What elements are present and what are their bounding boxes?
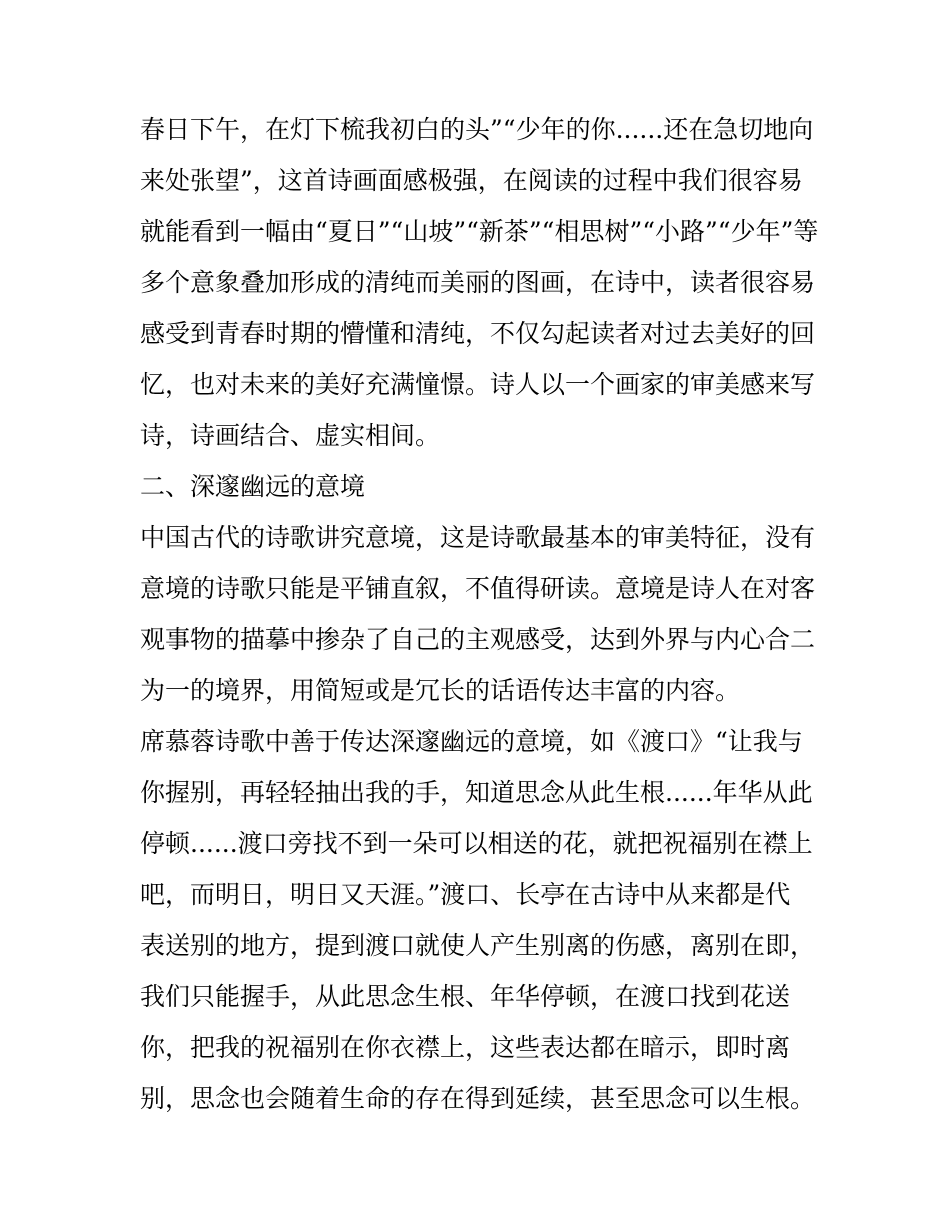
text-line-6: 忆，也对未来的美好充满憧憬。诗人以一个画家的审美感来写 — [140, 370, 816, 399]
text-line-18: 我们只能握手，从此思念生根、年华停顿，在渡口找到花送 — [140, 982, 791, 1011]
text-line-20: 别，思念也会随着生命的存在得到延续，甚至思念可以生根。 — [140, 1084, 816, 1113]
text-line-11: 观事物的描摹中掺杂了自己的主观感受，达到外界与内心合二 — [140, 625, 816, 654]
text-line-17: 表送别的地方，提到渡口就使人产生别离的伤感，离别在即， — [140, 931, 816, 960]
text-line-9: 中国古代的诗歌讲究意境，这是诗歌最基本的审美特征，没有 — [140, 523, 816, 552]
text-line-15: 停顿......渡口旁找不到一朵可以相送的花，就把祝福别在襟上 — [140, 829, 813, 858]
text-line-14: 你握别，再轻轻抽出我的手，知道思念从此生根......年华从此 — [140, 778, 813, 807]
text-line-4: 多个意象叠加形成的清纯而美丽的图画，在诗中，读者很容易 — [140, 268, 816, 297]
text-line-16: 吧，而明日，明日又天涯。”渡口、长亭在古诗中从来都是代 — [140, 880, 791, 909]
text-line-13: 席慕蓉诗歌中善于传达深邃幽远的意境，如《渡口》“让我与 — [140, 727, 803, 756]
text-line-10: 意境的诗歌只能是平铺直叙，不值得研读。意境是诗人在对客 — [140, 574, 816, 603]
text-line-7: 诗，诗画结合、虚实相间。 — [140, 421, 441, 450]
text-line-12: 为一的境界，用简短或是冗长的话语传达丰富的内容。 — [140, 676, 741, 705]
text-line-1: 春日下午，在灯下梳我初白的头”“少年的你......还在急切地向 — [140, 115, 814, 144]
section-heading: 二、深邃幽远的意境 — [140, 472, 366, 501]
text-line-19: 你，把我的祝福别在你衣襟上，这些表达都在暗示，即时离 — [140, 1033, 791, 1062]
text-line-5: 感受到青春时期的懵懂和清纯，不仅勾起读者对过去美好的回 — [140, 319, 816, 348]
text-line-3: 就能看到一幅由“夏日”“山坡”“新茶”“相思树”“小路”“少年”等 — [140, 217, 819, 246]
text-line-2: 来处张望”，这首诗画面感极强，在阅读的过程中我们很容易 — [140, 166, 803, 195]
document-body — [140, 104, 820, 1124]
